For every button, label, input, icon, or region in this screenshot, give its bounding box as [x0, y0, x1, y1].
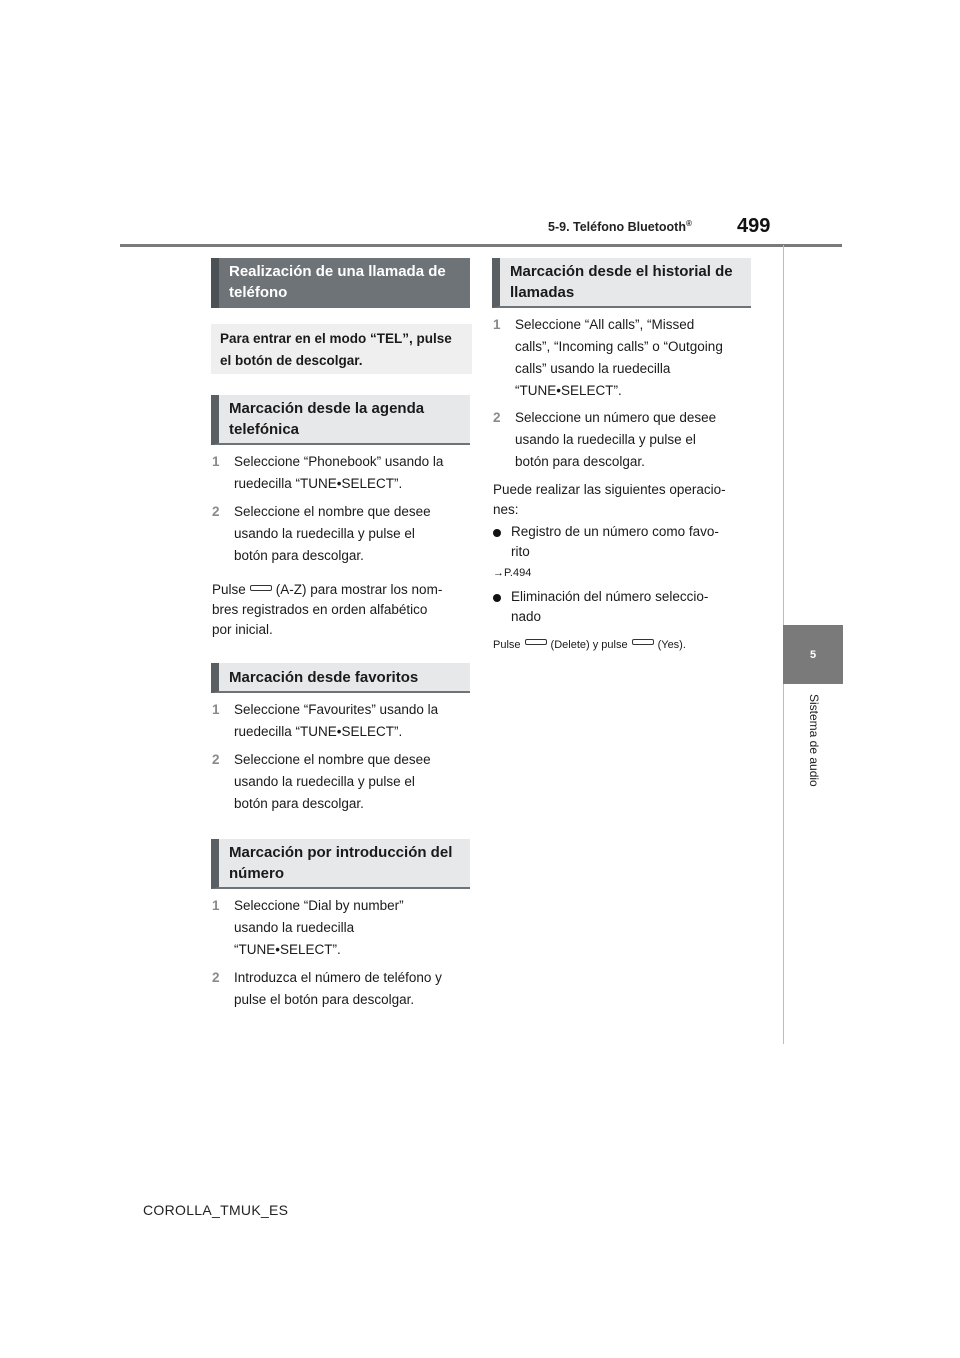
header-divider — [120, 244, 842, 247]
step-number: 1 — [212, 702, 220, 717]
step-line: ruedecilla “TUNE•SELECT”. — [234, 724, 403, 739]
chapter-label: Sistema de audio — [807, 694, 821, 787]
step-line: Seleccione “Phonebook” usando la — [234, 454, 444, 469]
bullet-register-favorite: Registro de un número como favo- rito — [493, 522, 755, 562]
side-divider-bottom — [783, 684, 784, 1044]
heading-favorites: Marcación desde favoritos — [211, 663, 470, 693]
history-step-1 — [493, 314, 755, 402]
step-number: 2 — [212, 504, 220, 519]
step-line: Seleccione un número que desee — [515, 410, 717, 425]
section-title: 5-9. Teléfono Bluetooth® — [548, 219, 692, 234]
step-number: 1 — [493, 317, 501, 332]
step-line: Seleccione “Dial by number” — [234, 898, 404, 913]
step-line: usando la ruedecilla — [234, 920, 355, 935]
number-entry-step-1 — [212, 895, 472, 961]
step-line: calls”, “Incoming calls” o “Outgoing — [515, 339, 723, 354]
step-line: Seleccione “Favourites” usando la — [234, 702, 439, 717]
step-line: “TUNE•SELECT”. — [234, 942, 341, 957]
registered-mark: ® — [685, 219, 692, 228]
step-line: botón para descolgar. — [234, 796, 364, 811]
step-line: usando la ruedecilla y pulse el — [234, 774, 415, 789]
heading-call-history: Marcación desde el historial de llamadas — [492, 258, 751, 308]
step-line: ruedecilla “TUNE•SELECT”. — [234, 476, 403, 491]
side-divider-top — [783, 245, 784, 625]
delete-instructions: Pulse (Delete) y pulse (Yes). — [493, 639, 686, 651]
phonebook-note: Pulse (A-Z) para mostrar los nom- bres registrados en orden alfabético por inicial. — [212, 582, 443, 637]
bullet-delete-number: Eliminación del número seleccio- nado — [493, 587, 755, 627]
step-line: Seleccione “All calls”, “Missed — [515, 317, 695, 332]
info-box: Para entrar en el modo “TEL”, pulse el botón de descolgar. — [211, 324, 472, 374]
bullet-icon — [493, 594, 501, 602]
step-line: usando la ruedecilla y pulse el — [515, 432, 696, 447]
step-number: 1 — [212, 898, 220, 913]
phonebook-step-2 — [212, 501, 472, 567]
history-step-2 — [493, 407, 755, 473]
step-line: botón para descolgar. — [515, 454, 645, 469]
step-line: Seleccione el nombre que desee — [234, 752, 431, 767]
bullet-icon — [493, 529, 501, 537]
phonebook-step-1 — [212, 451, 472, 495]
model-code: COROLLA_TMUK_ES — [143, 1202, 289, 1218]
step-number: 2 — [212, 970, 220, 985]
step-line: usando la ruedecilla y pulse el — [234, 526, 415, 541]
number-entry-step-2 — [212, 967, 472, 1011]
step-line: Introduzca el número de teléfono y — [234, 970, 442, 985]
step-line: botón para descolgar. — [234, 548, 364, 563]
step-number: 2 — [212, 752, 220, 767]
heading-phonebook: Marcación desde la agenda telefónica — [211, 395, 470, 445]
step-line: “TUNE•SELECT”. — [515, 383, 622, 398]
step-number: 1 — [212, 454, 220, 469]
page-number: 499 — [737, 215, 771, 237]
favorites-step-2 — [212, 749, 472, 815]
heading-number-entry: Marcación por introducción del número — [211, 839, 470, 889]
screen-button-icon — [525, 639, 547, 645]
screen-button-icon — [250, 585, 272, 591]
chapter-tab[interactable]: 5 — [783, 625, 843, 684]
step-number: 2 — [493, 410, 501, 425]
operations-intro: Puede realizar las siguientes operacio- nes: — [493, 482, 726, 517]
step-line: calls” usando la ruedecilla — [515, 361, 671, 376]
step-line: Seleccione el nombre que desee — [234, 504, 431, 519]
step-line: pulse el botón para descolgar. — [234, 992, 415, 1007]
screen-button-icon — [632, 639, 654, 645]
main-heading: Realización de una llamada de teléfono — [211, 258, 470, 308]
page-reference-link[interactable]: →P.494 — [493, 567, 532, 579]
favorites-step-1 — [212, 699, 472, 743]
